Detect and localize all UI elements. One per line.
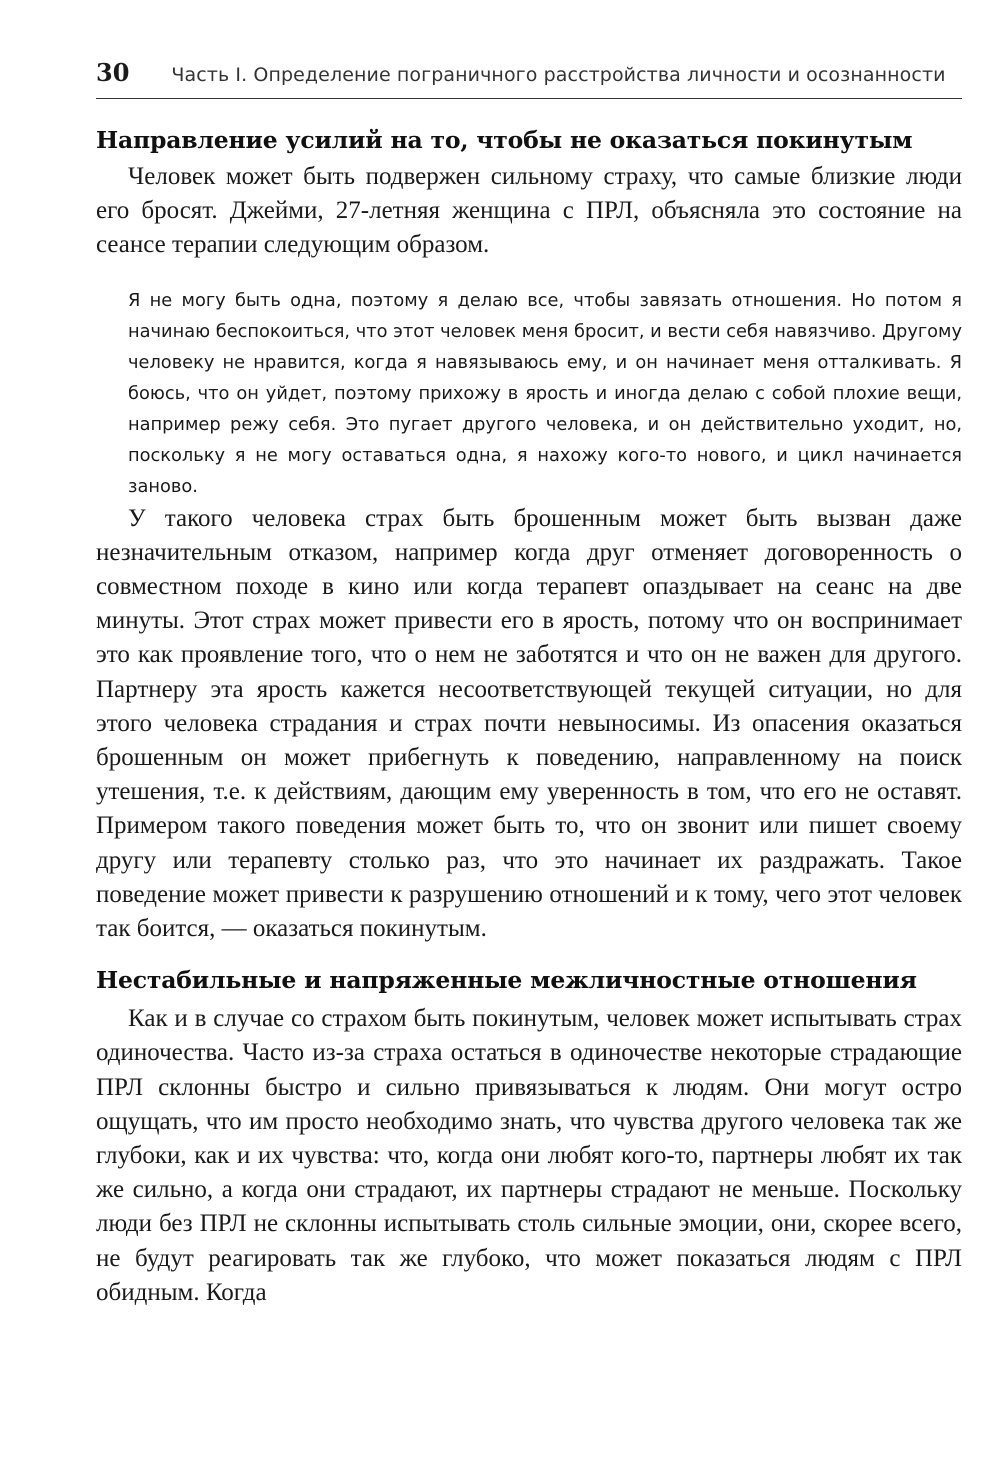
section-heading-relationships: Нестабильные и напряженные межличностные отношения	[96, 966, 917, 995]
running-title: Часть I. Определение пограничного расстройства личности и осознанности	[171, 64, 946, 86]
section-heading-abandonment: Направление усилий на то, чтобы не оказаться покинутым	[96, 126, 913, 154]
paragraph-intro: Человек может быть подвержен сильному страху, что самые близкие люди его бросят. Джейми, 27-летняя женщина с ПРЛ, объясняла это состояние на сеансе терапии следующим образом.	[96, 163, 962, 259]
paragraph-fear-of-rejection: У такого человека страх быть брошенным может быть вызван даже незначительным отказом, например когда друг отменяет договоренность о совместном походе в кино или когда терапевт опаздывает на сеанс на две минуты. Этот страх может привести его в ярость, потому что он воспринимает это как проявление того, что о нем не заботятся и что он не важен для другого. Партнеру эта ярость кажется несоответствующей текущей ситуации, но для этого человека страдания и страх почти невыносимы. Из опасения оказаться брошенным он может прибегнуть к поведению, направленному на поиск утешения, т.е. к действиям, дающим ему уверенность в том, что его не оставят. Примером такого поведения может быть то, что он звонит или пишет своему другу или терапевту столько раз, что это начинает их раздражать. Такое поведение может привести к разрушению отношений и к тому, чего этот человек так боится, — оказаться покинутым.	[96, 504, 962, 943]
patient-quote: Я не могу быть одна, поэтому я делаю все, чтобы завязать отношения. Но потом я начинаю беспокоиться, что этот человек меня бросит, и вести себя навязчиво. Другому человеку не нравится, когда я навязываюсь ему, и он начинает меня отталкивать. Я боюсь, что он уйдет, поэтому прихожу в ярость и иногда делаю с собой плохие вещи, например режу себя. Это пугает другого человека, и он действительно уходит, но, поскольку я не могу оставаться одна, я нахожу кого-то нового, и цикл начинается заново.	[128, 289, 962, 497]
page-number: 30	[96, 58, 130, 87]
running-header	[96, 58, 962, 99]
book-page	[96, 58, 962, 1310]
paragraph-loneliness: Как и в случае со страхом быть покинутым, человек может испытывать страх одиночества. Часто из-за страха остаться в одиночестве некоторые страдающие ПРЛ склонны быстро и сильно привязываться к людям. Они могут остро ощущать, что им просто необходимо знать, что чувства другого человека так же глубоки, как и их чувства: что, когда они любят кого-то, партнеры любят их так же сильно, а когда они страдают, их партнеры страдают не меньше. Поскольку люди без ПРЛ не склонны испытывать столь сильные эмоции, они, скорее всего, не будут реагировать так же глубоко, что может показаться людям с ПРЛ обидным. Когда	[96, 1005, 962, 1306]
